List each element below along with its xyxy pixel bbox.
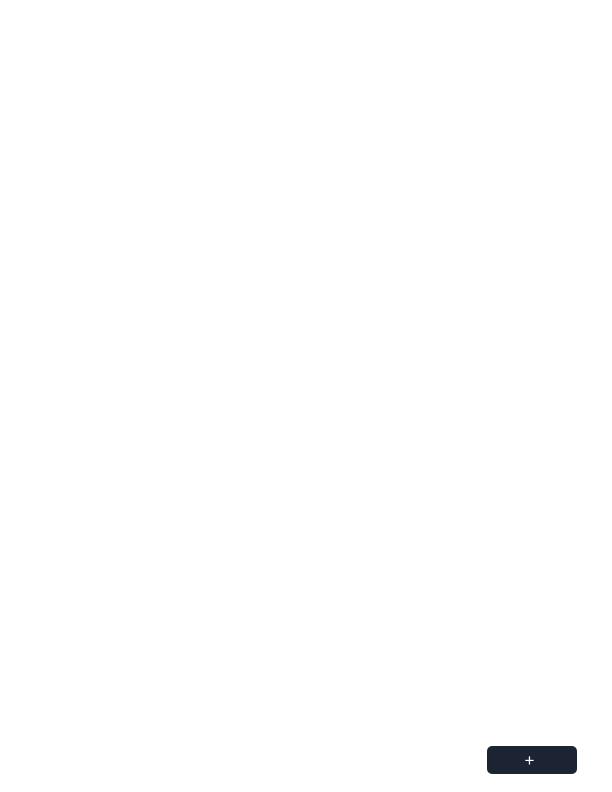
plus-icon: + (524, 750, 535, 770)
studyxy-badge[interactable] (487, 746, 577, 774)
document-page (71, 40, 571, 55)
